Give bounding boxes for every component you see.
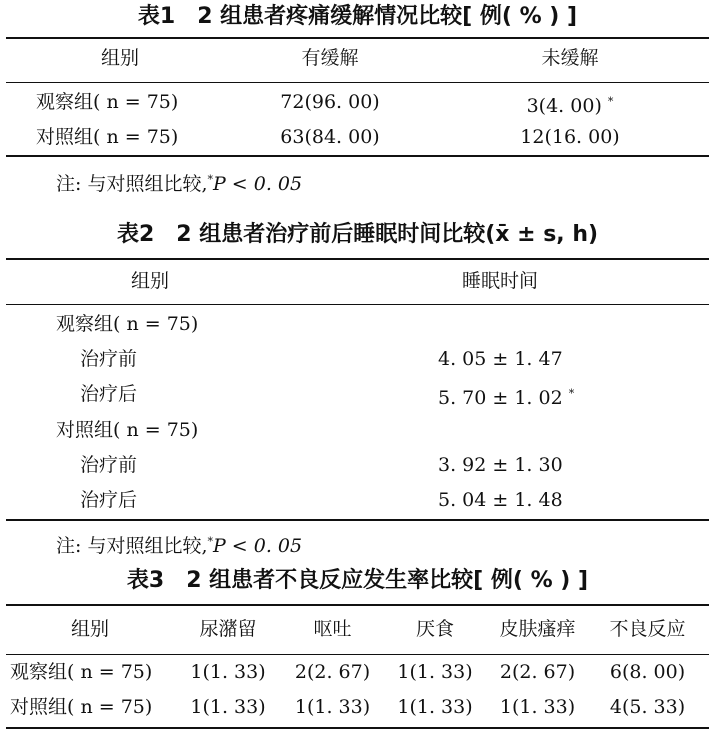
table2-header-sleep-time: 睡眠时间	[461, 270, 538, 292]
table1-bottom-rule	[6, 155, 709, 157]
table3-header-urinary-retention: 尿潴留	[199, 618, 257, 640]
table1-row-control-group: 对照组( n = 75)	[36, 126, 179, 148]
table3-cell: 1(1. 33)	[397, 696, 473, 718]
significance-mark: *	[607, 95, 614, 108]
table2-title: 表2 2 组患者治疗前后睡眠时间比较(x̄ ± s, h)	[116, 222, 599, 247]
table3-header-group: 组别	[70, 618, 109, 640]
table1-header-not-relieved: 未缓解	[541, 47, 599, 69]
table2-group-control: 对照组( n = 75)	[56, 419, 199, 441]
table1-header-group: 组别	[100, 47, 139, 69]
table3-cell: 4(5. 33)	[609, 696, 686, 718]
table2-header-group: 组别	[130, 270, 169, 292]
table3-row-control-group: 对照组( n = 75)	[10, 696, 153, 718]
table3-cell: 6(8. 00)	[609, 661, 686, 683]
table1-header-relieved: 有缓解	[301, 47, 359, 69]
table1-top-rule	[6, 37, 709, 39]
table1-title: 表1 2 组患者疼痛缓解情况比较[ 例( % ) ]	[137, 4, 578, 29]
table2-group-observation: 观察组( n = 75)	[56, 313, 199, 335]
table2-row-label: 治疗前	[80, 348, 138, 370]
table3-cell: 2(2. 67)	[294, 661, 371, 683]
table1-row-observation-group: 观察组( n = 75)	[36, 91, 179, 113]
table2-row-value: 5. 70 ± 1. 02 *	[438, 387, 575, 409]
table1-row-control-not-relieved: 12(16. 00)	[520, 126, 620, 148]
table2-row-label: 治疗后	[80, 489, 138, 511]
table3-header-anorexia: 厌食	[415, 618, 454, 640]
table2-row-value: 5. 04 ± 1. 48	[438, 489, 563, 511]
table3-header-pruritus: 皮肤瘙痒	[499, 618, 576, 640]
table1-header-rule	[6, 82, 709, 83]
table3-cell: 1(1. 33)	[397, 661, 473, 683]
table2-row-value: 3. 92 ± 1. 30	[438, 454, 563, 476]
table3-cell: 2(2. 67)	[499, 661, 576, 683]
table3-header-rule	[6, 654, 709, 655]
table2-bottom-rule	[6, 519, 709, 521]
table3-cell: 1(1. 33)	[190, 696, 266, 718]
table3-bottom-rule	[6, 727, 709, 729]
table1-row-observation-relieved: 72(96. 00)	[280, 91, 380, 113]
table2-row-value: 4. 05 ± 1. 47	[438, 348, 563, 370]
table3-cell: 1(1. 33)	[499, 696, 576, 718]
table2-header-rule	[6, 304, 709, 305]
table2-note: 注: 与对照组比较,*P < 0. 05	[56, 535, 303, 557]
table1-row-control-relieved: 63(84. 00)	[280, 126, 380, 148]
table3-row-observation-group: 观察组( n = 75)	[10, 661, 153, 683]
significance-mark: *	[568, 387, 575, 400]
table3-header-adverse-reaction: 不良反应	[609, 618, 686, 640]
table3-cell: 1(1. 33)	[190, 661, 266, 683]
table3-top-rule	[6, 604, 709, 606]
table2-row-label: 治疗前	[80, 454, 138, 476]
table3-header-vomiting: 呕吐	[313, 618, 352, 640]
table3-cell: 1(1. 33)	[294, 696, 371, 718]
table3-title: 表3 2 组患者不良反应发生率比较[ 例( % ) ]	[126, 568, 589, 593]
table1-row-observation-not-relieved: 3(4. 00) *	[526, 95, 614, 117]
table1-note: 注: 与对照组比较,*P < 0. 05	[56, 173, 303, 195]
table2-top-rule	[6, 258, 709, 260]
table2-row-label: 治疗后	[80, 383, 138, 405]
